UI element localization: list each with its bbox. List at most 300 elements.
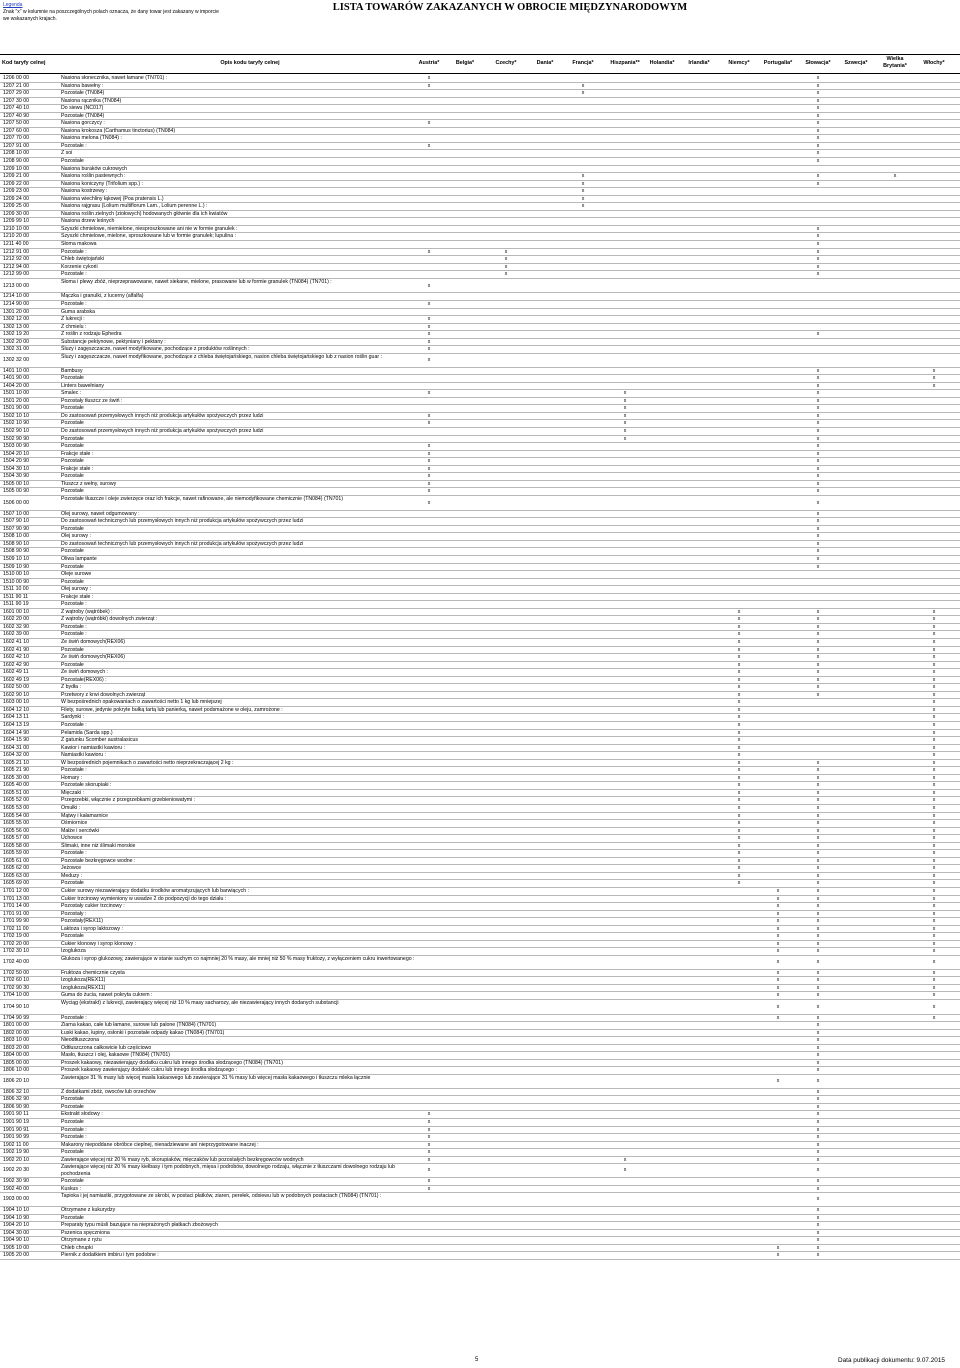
ban-mark: x	[932, 1003, 936, 1010]
ban-mark: x	[623, 428, 627, 435]
ban-mark: x	[776, 958, 780, 965]
ban-mark: x	[816, 127, 820, 134]
ban-mark: x	[737, 782, 741, 789]
table-row	[0, 316, 960, 324]
tariff-description: Frakcje stałe :	[61, 465, 94, 472]
ban-mark: x	[581, 195, 585, 202]
ban-mark: x	[816, 135, 820, 142]
ban-mark: x	[816, 263, 820, 270]
ban-mark: x	[623, 435, 627, 442]
legend-line-2: we wskazanych krajach.	[3, 16, 57, 23]
table-row	[0, 835, 960, 843]
ban-mark: x	[737, 661, 741, 668]
ban-mark: x	[737, 646, 741, 653]
table-row	[0, 241, 960, 249]
table-row	[0, 1104, 960, 1112]
table-row	[0, 1052, 960, 1060]
tariff-description: Z gatunku Scomber australasicus	[61, 737, 138, 744]
table-row	[0, 586, 960, 594]
tariff-code: 1207 40 90	[3, 112, 29, 119]
ban-mark: x	[816, 225, 820, 232]
tariff-code: 1701 12 00	[3, 888, 29, 895]
tariff-code: 1207 29 00	[3, 90, 29, 97]
tariff-code: 1605 53 00	[3, 805, 29, 811]
table-row	[0, 436, 960, 444]
header-country: Słowacja*	[805, 60, 831, 66]
table-row	[0, 1207, 960, 1215]
tariff-description: Preparaty typu müsli bazujące na nieprażonych płatkach zbożowych	[61, 1222, 218, 1229]
ban-mark: x	[816, 820, 820, 827]
ban-mark: x	[816, 1022, 820, 1029]
table-row	[0, 707, 960, 715]
header-country: Dania*	[536, 60, 554, 66]
ban-mark: x	[427, 465, 431, 472]
tariff-description: Smalec :	[61, 390, 82, 397]
ban-mark: x	[776, 903, 780, 910]
tariff-description: Pozostałe	[61, 158, 84, 165]
tariff-description: Frakcje stałe :	[61, 450, 94, 457]
tariff-code: 1401 90 00	[3, 375, 29, 382]
ban-mark: x	[427, 120, 431, 127]
tariff-description: Mączka i granulki, z lucerny (alfalfa)	[61, 293, 144, 300]
tariff-code: 1602 42 10	[3, 654, 29, 661]
ban-mark: x	[776, 918, 780, 925]
ban-mark: x	[737, 706, 741, 713]
ban-mark: x	[427, 316, 431, 323]
ban-mark: x	[932, 744, 936, 751]
ban-mark: x	[737, 767, 741, 774]
table-row	[0, 1149, 960, 1157]
ban-mark: x	[816, 518, 820, 525]
table-row	[0, 684, 960, 692]
ban-mark: x	[427, 323, 431, 330]
ban-mark: x	[427, 1178, 431, 1185]
tariff-description: Pozostałe	[61, 1178, 84, 1185]
table-row	[0, 662, 960, 670]
tariff-code: 1605 69 00	[3, 880, 29, 887]
table-row	[0, 903, 960, 911]
tariff-code: 1605 61 00	[3, 857, 29, 864]
tariff-code: 1209 23 00	[3, 188, 29, 195]
tariff-code: 1604 13 11	[3, 714, 29, 721]
tariff-code: 1301 20 00	[3, 308, 29, 315]
header-country: Austria*	[418, 60, 440, 66]
legend-title[interactable]: Legenda	[3, 2, 23, 8]
table-row	[0, 420, 960, 428]
ban-mark: x	[816, 880, 820, 887]
tariff-code: 1509 10 90	[3, 563, 29, 570]
tariff-description: Do siewu (NC017)	[61, 105, 104, 112]
table-row	[0, 279, 960, 294]
tariff-description: Pozostałe tłuszcze i oleje zwierzęce oraz ich frakcje, nawet rafinowane, ale niemodyfikowane chemicznie (TN084) (TN701)	[61, 495, 343, 502]
ban-mark: x	[504, 248, 508, 255]
ban-mark: x	[816, 233, 820, 240]
tariff-description: Przetwory z krwi dowolnych zwierząt	[61, 691, 146, 698]
tariff-description: Ślimaki, inne niż ślimaki morskie	[61, 842, 136, 849]
ban-mark: x	[427, 420, 431, 427]
ban-mark: x	[623, 1167, 627, 1174]
ban-mark: x	[816, 623, 820, 630]
ban-mark: x	[816, 1244, 820, 1251]
table-row	[0, 158, 960, 166]
ban-mark: x	[816, 842, 820, 849]
ban-mark: x	[932, 910, 936, 917]
tariff-code: 1905 20 00	[3, 1252, 29, 1259]
table-row	[0, 526, 960, 534]
table-row	[0, 654, 960, 662]
tariff-code: 1806 20 10	[3, 1078, 29, 1085]
table-row	[0, 301, 960, 309]
header-country: Holandia*	[649, 60, 675, 66]
tariff-code: 1602 42 90	[3, 661, 29, 668]
tariff-description: Do zastosowań technicznych lub przemysłowych innych niż produkcja artykułów spożywczych przez ludzi	[61, 540, 304, 547]
tariff-code: 1511 90 19	[3, 601, 29, 608]
tariff-description: Olej surowy :	[61, 533, 91, 540]
tariff-code: 1503 00 90	[3, 443, 29, 450]
table-row	[0, 977, 960, 985]
publication-date: Data publikacji dokumentu: 9.07.2015	[838, 1357, 945, 1364]
tariff-code: 1901 90 99	[3, 1134, 29, 1141]
tariff-code: 1901 90 91	[3, 1126, 29, 1133]
tariff-description: Szyszki chmielowe, mielone, sproszkowane lub w formie granulek; lupulina :	[61, 233, 237, 240]
table-row	[0, 120, 960, 128]
tariff-code: 1507 90 10	[3, 518, 29, 525]
tariff-code: 1302 13 00	[3, 323, 29, 330]
tariff-description: Nasiona roślin zielnych (ziołowych) hodowanych głównie dla ich kwiatów	[61, 210, 228, 217]
tariff-description: W bezpośrednich pojemnikach o zawartości netto nieprzekraczającej 2 kg :	[61, 759, 234, 766]
tariff-description: Tapioka i jej namiastki, przygotowane ze skrobi, w postaci płatków, ziaren, perełek, odsiewu lub w podobnych postaciach (TN084) (TN701) :	[61, 1193, 382, 1200]
ban-mark: x	[816, 1214, 820, 1221]
ban-mark: x	[427, 142, 431, 149]
ban-mark: x	[932, 872, 936, 879]
ban-mark: x	[816, 382, 820, 389]
table-row	[0, 677, 960, 685]
ban-mark: x	[504, 256, 508, 263]
table-row	[0, 1222, 960, 1230]
tariff-code: 1605 40 00	[3, 782, 29, 789]
ban-mark: x	[581, 188, 585, 195]
tariff-code: 1505 00 10	[3, 480, 29, 487]
tariff-code: 1212 94 00	[3, 263, 29, 270]
table-row	[0, 75, 960, 83]
ban-mark: x	[816, 435, 820, 442]
table-row	[0, 83, 960, 91]
tariff-code: 1602 39 00	[3, 631, 29, 638]
tariff-code: 1207 21 00	[3, 82, 29, 89]
table-row	[0, 692, 960, 700]
header-countries	[0, 55, 960, 73]
ban-mark: x	[816, 992, 820, 999]
tariff-code: 1903 00 00	[3, 1196, 29, 1203]
ban-mark: x	[932, 797, 936, 804]
tariff-description: Do zastosowań technicznych lub przemysłowych innych niż produkcja artykułów spożywczych przez ludzi	[61, 518, 304, 525]
ban-mark: x	[816, 895, 820, 902]
tariff-description: Frakcje stałe :	[61, 593, 94, 600]
tariff-description: Słoma i plewy zbóż, nieprzeprawowane, nawet siekane, mielone, prasowane lub w formie granulek (TN084) (TN701) :	[61, 278, 332, 285]
ban-mark: x	[816, 691, 820, 698]
tariff-code: 1904 20 10	[3, 1222, 29, 1229]
ban-mark: x	[816, 661, 820, 668]
table-row	[0, 390, 960, 398]
tariff-code: 1605 21 10	[3, 759, 29, 766]
tariff-code: 1602 49 19	[3, 676, 29, 683]
tariff-description: Pozostałe :	[61, 142, 87, 149]
ban-mark: x	[816, 271, 820, 278]
table-row	[0, 631, 960, 639]
table-row	[0, 594, 960, 602]
tariff-description: Izoglukoza(REX11)	[61, 984, 106, 991]
ban-mark: x	[816, 331, 820, 338]
tariff-description: Odtłuszczona całkowicie lub częściowo	[61, 1044, 152, 1051]
tariff-code: 1604 13 19	[3, 721, 29, 728]
table-row	[0, 324, 960, 332]
ban-mark: x	[737, 676, 741, 683]
ban-mark: x	[427, 1149, 431, 1156]
ban-mark: x	[427, 1156, 431, 1163]
ban-mark: x	[776, 1078, 780, 1085]
table-row	[0, 722, 960, 730]
ban-mark: x	[816, 488, 820, 495]
tariff-description: Chleb chrupki	[61, 1244, 93, 1251]
table-row	[0, 813, 960, 821]
ban-mark: x	[427, 82, 431, 89]
tariff-code: 1207 60 00	[3, 127, 29, 134]
tariff-code: 1207 70 00	[3, 135, 29, 142]
ban-mark: x	[816, 1126, 820, 1133]
ban-mark: x	[737, 631, 741, 638]
ban-mark: x	[737, 857, 741, 864]
ban-mark: x	[427, 480, 431, 487]
ban-mark: x	[816, 180, 820, 187]
table-row	[0, 873, 960, 881]
tariff-code: 1212 91 00	[3, 248, 29, 255]
ban-mark: x	[932, 631, 936, 638]
table-row	[0, 226, 960, 234]
table-row	[0, 992, 960, 1000]
table-row	[0, 1157, 960, 1165]
ban-mark: x	[816, 97, 820, 104]
ban-mark: x	[932, 676, 936, 683]
table-row	[0, 143, 960, 151]
ban-mark: x	[427, 346, 431, 353]
ban-mark: x	[427, 356, 431, 363]
tariff-code: 1207 30 00	[3, 97, 29, 104]
ban-mark: x	[816, 443, 820, 450]
tariff-code: 1602 41 10	[3, 638, 29, 645]
table-row	[0, 1000, 960, 1015]
tariff-code: 1605 55 00	[3, 820, 29, 827]
table-row	[0, 90, 960, 98]
ban-mark: x	[932, 608, 936, 615]
table-row	[0, 293, 960, 301]
tariff-description: Meduzy :	[61, 872, 83, 879]
tariff-code: 1213 00 00	[3, 282, 29, 289]
ban-mark: x	[816, 1044, 820, 1051]
ban-mark: x	[932, 1014, 936, 1021]
tariff-description: Pozostałe	[61, 525, 84, 532]
tariff-description: Pozostałe	[61, 548, 84, 555]
ban-mark: x	[816, 984, 820, 991]
tariff-code: 1209 21 00	[3, 173, 29, 180]
tariff-code: 1501 10 00	[3, 390, 29, 397]
table-row	[0, 782, 960, 790]
header-description: Opis kodu taryfy celnej	[220, 60, 280, 66]
ban-mark: x	[816, 1088, 820, 1095]
ban-mark: x	[737, 654, 741, 661]
tariff-code: 1902 40 00	[3, 1185, 29, 1192]
tariff-code: 1801 00 00	[3, 1022, 29, 1029]
ban-mark: x	[816, 1119, 820, 1125]
tariff-code: 1209 30 00	[3, 210, 29, 217]
ban-mark: x	[932, 729, 936, 736]
ban-mark: x	[816, 903, 820, 910]
table-row	[0, 150, 960, 158]
tariff-code: 1206 00 00	[3, 75, 29, 81]
tariff-code: 1806 32 10	[3, 1088, 29, 1095]
ban-mark: x	[776, 984, 780, 991]
table-row	[0, 203, 960, 211]
table-row	[0, 113, 960, 121]
table-row	[0, 647, 960, 655]
tariff-description: Ze świń domowych :	[61, 669, 108, 676]
table-row	[0, 458, 960, 466]
tariff-description: Do zastosowań przemysłowych innych niż produkcja artykułów spożywczych przez ludzi	[61, 412, 264, 419]
tariff-description: Proszek kakaowy, niezawierający dodatku cukru lub innego środka słodzącego (TN084) (TN701)	[61, 1059, 283, 1066]
table-row	[0, 173, 960, 181]
tariff-description: Z wątroby (wątróbek) :	[61, 608, 113, 615]
table-row	[0, 1237, 960, 1245]
tariff-code: 1904 30 00	[3, 1229, 29, 1236]
table-row	[0, 737, 960, 745]
table-row	[0, 256, 960, 264]
ban-mark: x	[932, 888, 936, 895]
header-country: Niemcy*	[728, 60, 750, 66]
table-row	[0, 609, 960, 617]
tariff-description: Pszenica spęczniona	[61, 1229, 110, 1236]
ban-mark: x	[816, 256, 820, 263]
ban-mark: x	[427, 1119, 431, 1125]
tariff-code: 1702 19 00	[3, 933, 29, 940]
ban-mark: x	[816, 616, 820, 623]
ban-mark: x	[816, 480, 820, 487]
ban-mark: x	[623, 420, 627, 427]
tariff-code: 1302 32 00	[3, 356, 29, 363]
ban-mark: x	[932, 948, 936, 955]
ban-mark: x	[737, 827, 741, 834]
ban-mark: x	[816, 90, 820, 97]
tariff-description: Pozostałe	[61, 661, 84, 668]
tariff-description: Małże i sercówki	[61, 827, 100, 834]
ban-mark: x	[427, 75, 431, 81]
table-row	[0, 271, 960, 279]
ban-mark: x	[932, 737, 936, 744]
ban-mark: x	[816, 1059, 820, 1066]
ban-mark: x	[816, 646, 820, 653]
tariff-description: Z roślin z rodzaju Ephedra	[61, 331, 122, 338]
tariff-description: Nasiona drzew leśnych	[61, 218, 115, 225]
tariff-code: 1802 00 00	[3, 1029, 29, 1036]
table-row	[0, 1015, 960, 1023]
tariff-code: 1701 14 00	[3, 903, 29, 910]
tariff-description: Pozostałe :	[61, 271, 87, 278]
ban-mark: x	[816, 1149, 820, 1156]
tariff-description: Cukier klonowy i syrop klonowy :	[61, 940, 136, 947]
ban-mark: x	[623, 1156, 627, 1163]
tariff-code: 1701 91 00	[3, 910, 29, 917]
table-row	[0, 331, 960, 339]
ban-mark: x	[427, 282, 431, 289]
ban-mark: x	[816, 827, 820, 834]
ban-mark: x	[737, 729, 741, 736]
tariff-code: 1902 20 10	[3, 1156, 29, 1163]
ban-mark: x	[816, 142, 820, 149]
tariff-description: Pozostałe :	[61, 623, 87, 630]
table-row	[0, 699, 960, 707]
tariff-description: Pozostałe	[61, 933, 84, 940]
table-row	[0, 496, 960, 511]
tariff-code: 1605 30 00	[3, 774, 29, 781]
table-row	[0, 1089, 960, 1097]
tariff-description: Pozostałe :	[61, 601, 87, 608]
ban-mark: x	[816, 1237, 820, 1244]
tariff-description: Guma arabska	[61, 308, 96, 315]
ban-mark: x	[816, 248, 820, 255]
tariff-code: 1401 10 00	[3, 367, 29, 374]
ban-mark: x	[932, 706, 936, 713]
tariff-code: 1902 30 90	[3, 1178, 29, 1185]
ban-mark: x	[623, 412, 627, 419]
tariff-description: Namiastki kawioru :	[61, 752, 106, 759]
tariff-code: 1602 41 90	[3, 646, 29, 653]
tariff-code: 1902 19 90	[3, 1149, 29, 1156]
tariff-code: 1511 10 00	[3, 586, 29, 593]
ban-mark: x	[776, 1252, 780, 1259]
ban-mark: x	[816, 533, 820, 540]
tariff-code: 1605 51 00	[3, 789, 29, 796]
ban-mark: x	[816, 1067, 820, 1074]
tariff-description: Piernik z dodatkiem imbiru i tym podobne :	[61, 1252, 159, 1259]
table-row	[0, 616, 960, 624]
table-row	[0, 571, 960, 579]
tariff-description: Nasiona bawełny :	[61, 82, 104, 89]
ban-mark: x	[932, 638, 936, 645]
tariff-description: Pozostałe	[61, 473, 84, 480]
table-row	[0, 790, 960, 798]
ban-mark: x	[623, 405, 627, 412]
ban-mark: x	[932, 984, 936, 991]
ban-mark: x	[932, 820, 936, 827]
ban-mark: x	[816, 1185, 820, 1192]
tariff-code: 1702 30 10	[3, 948, 29, 955]
ban-mark: x	[816, 412, 820, 419]
tariff-description: Nasiona rącznika (TN084)	[61, 97, 122, 104]
ban-mark: x	[932, 977, 936, 984]
tariff-description: Homary :	[61, 774, 83, 781]
ban-mark: x	[737, 842, 741, 849]
tariff-description: W bezpośrednich opakowaniach o zawartości netto 1 kg lub mniejszej	[61, 699, 222, 706]
ban-mark: x	[816, 857, 820, 864]
ban-mark: x	[737, 616, 741, 623]
tariff-code: 1507 90 90	[3, 525, 29, 532]
tariff-code: 1605 21 90	[3, 767, 29, 774]
tariff-description: Ze świń domowych(REX06)	[61, 638, 126, 645]
tariff-description: Szyszki chmielowe, niemielone, niesproszkowane ani nie w formie granulek :	[61, 225, 238, 232]
tariff-code: 1601 00 10	[3, 608, 29, 615]
tariff-description: Nasiona melona (TN084) :	[61, 135, 122, 142]
header-country: Szwecja*	[844, 60, 868, 66]
ban-mark: x	[816, 1196, 820, 1203]
ban-mark: x	[816, 865, 820, 872]
